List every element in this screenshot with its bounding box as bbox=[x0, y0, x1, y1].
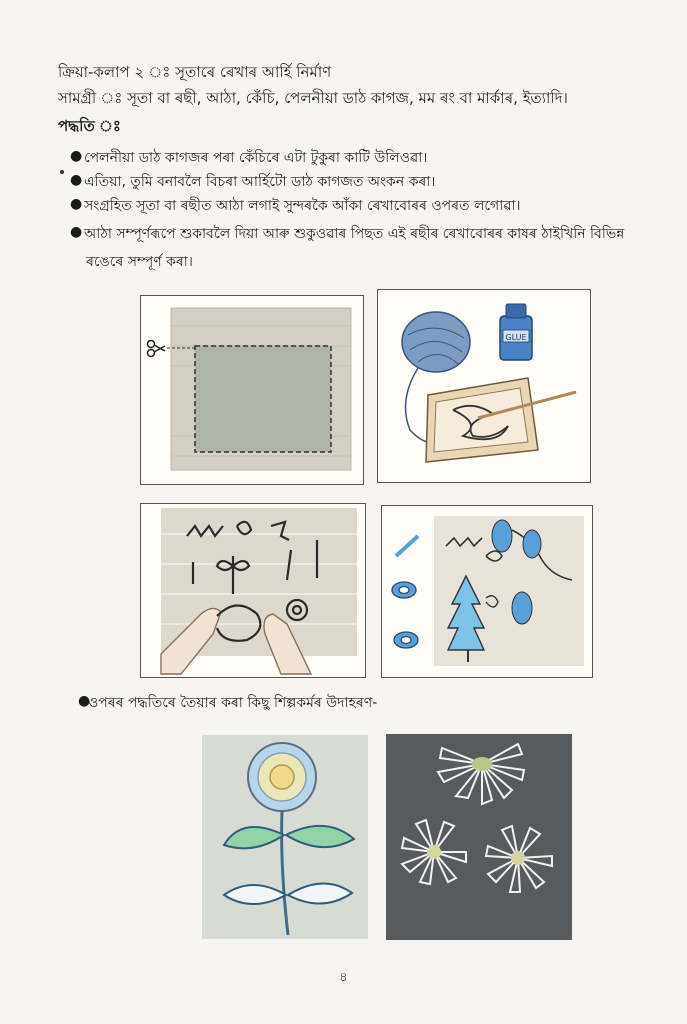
examples-label: ওপৰৰ পদ্ধতিৰে তৈয়াৰ কৰা কিছু শিল্পকৰ্মৰ উদাহৰণ- bbox=[88, 695, 378, 711]
bullet-icon: ● bbox=[70, 172, 83, 188]
step-3: সংগ্ৰহিত সূতা বা ৰছীত আঠা লগাই সুন্দৰকৈ আঁকা ৰেখাবোৰৰ ওপৰত লগোৱা। bbox=[84, 198, 521, 214]
illustration-color-artwork bbox=[381, 505, 593, 678]
example-photo-daisies bbox=[386, 734, 572, 940]
bullet-icon: ● bbox=[70, 224, 83, 240]
materials-line: সামগ্ৰী ঃ সূতা বা ৰছী, আঠা, কেঁচি, পেলনীয়া ডাঠ কাগজ, মম ৰং বা মাৰ্কাৰ, ইত্যাদি। bbox=[58, 89, 568, 107]
scissors-icon bbox=[148, 341, 166, 357]
stray-dot bbox=[60, 170, 64, 174]
illustration-place-yarn bbox=[140, 503, 366, 678]
example-photo-flower bbox=[202, 735, 368, 939]
step-4: আঠা সম্পূৰ্ণৰূপে শুকাবলৈ দিয়া আৰু শুকুওৱাৰ পিছত এই ৰছীৰ ৰেখাবোৰৰ কাষৰ ঠাইখিনি বিভিন্ন bbox=[84, 226, 625, 242]
activity-title: ক্ৰিয়া-কলাপ ২ ঃ সূতাৰে ৰেখাৰ আৰ্হি নিৰ্মাণ bbox=[58, 63, 332, 81]
bullet-icon: ● bbox=[78, 693, 91, 709]
glue-label: GLUE bbox=[505, 333, 527, 342]
bullet-icon: ● bbox=[70, 196, 83, 212]
method-heading: পদ্ধতি ঃ bbox=[58, 117, 121, 135]
bullet-icon: ● bbox=[70, 148, 83, 164]
page-number: ৪ bbox=[339, 970, 348, 985]
step-4-continuation: ৰঙেৰে সম্পূৰ্ণ কৰা। bbox=[86, 254, 193, 270]
illustration-glue-yarn bbox=[377, 289, 591, 483]
illustration-cut-cardboard bbox=[140, 295, 364, 485]
step-1: পেলনীয়া ডাঠ কাগজৰ পৰা কেঁচিৰে এটা টুকুৰা কাটি উলিওৱা। bbox=[84, 150, 428, 166]
step-2: এতিয়া, তুমি বনাবলৈ বিচৰা আৰ্হিটো ডাঠ কাগজত অংকন কৰা। bbox=[84, 174, 436, 190]
